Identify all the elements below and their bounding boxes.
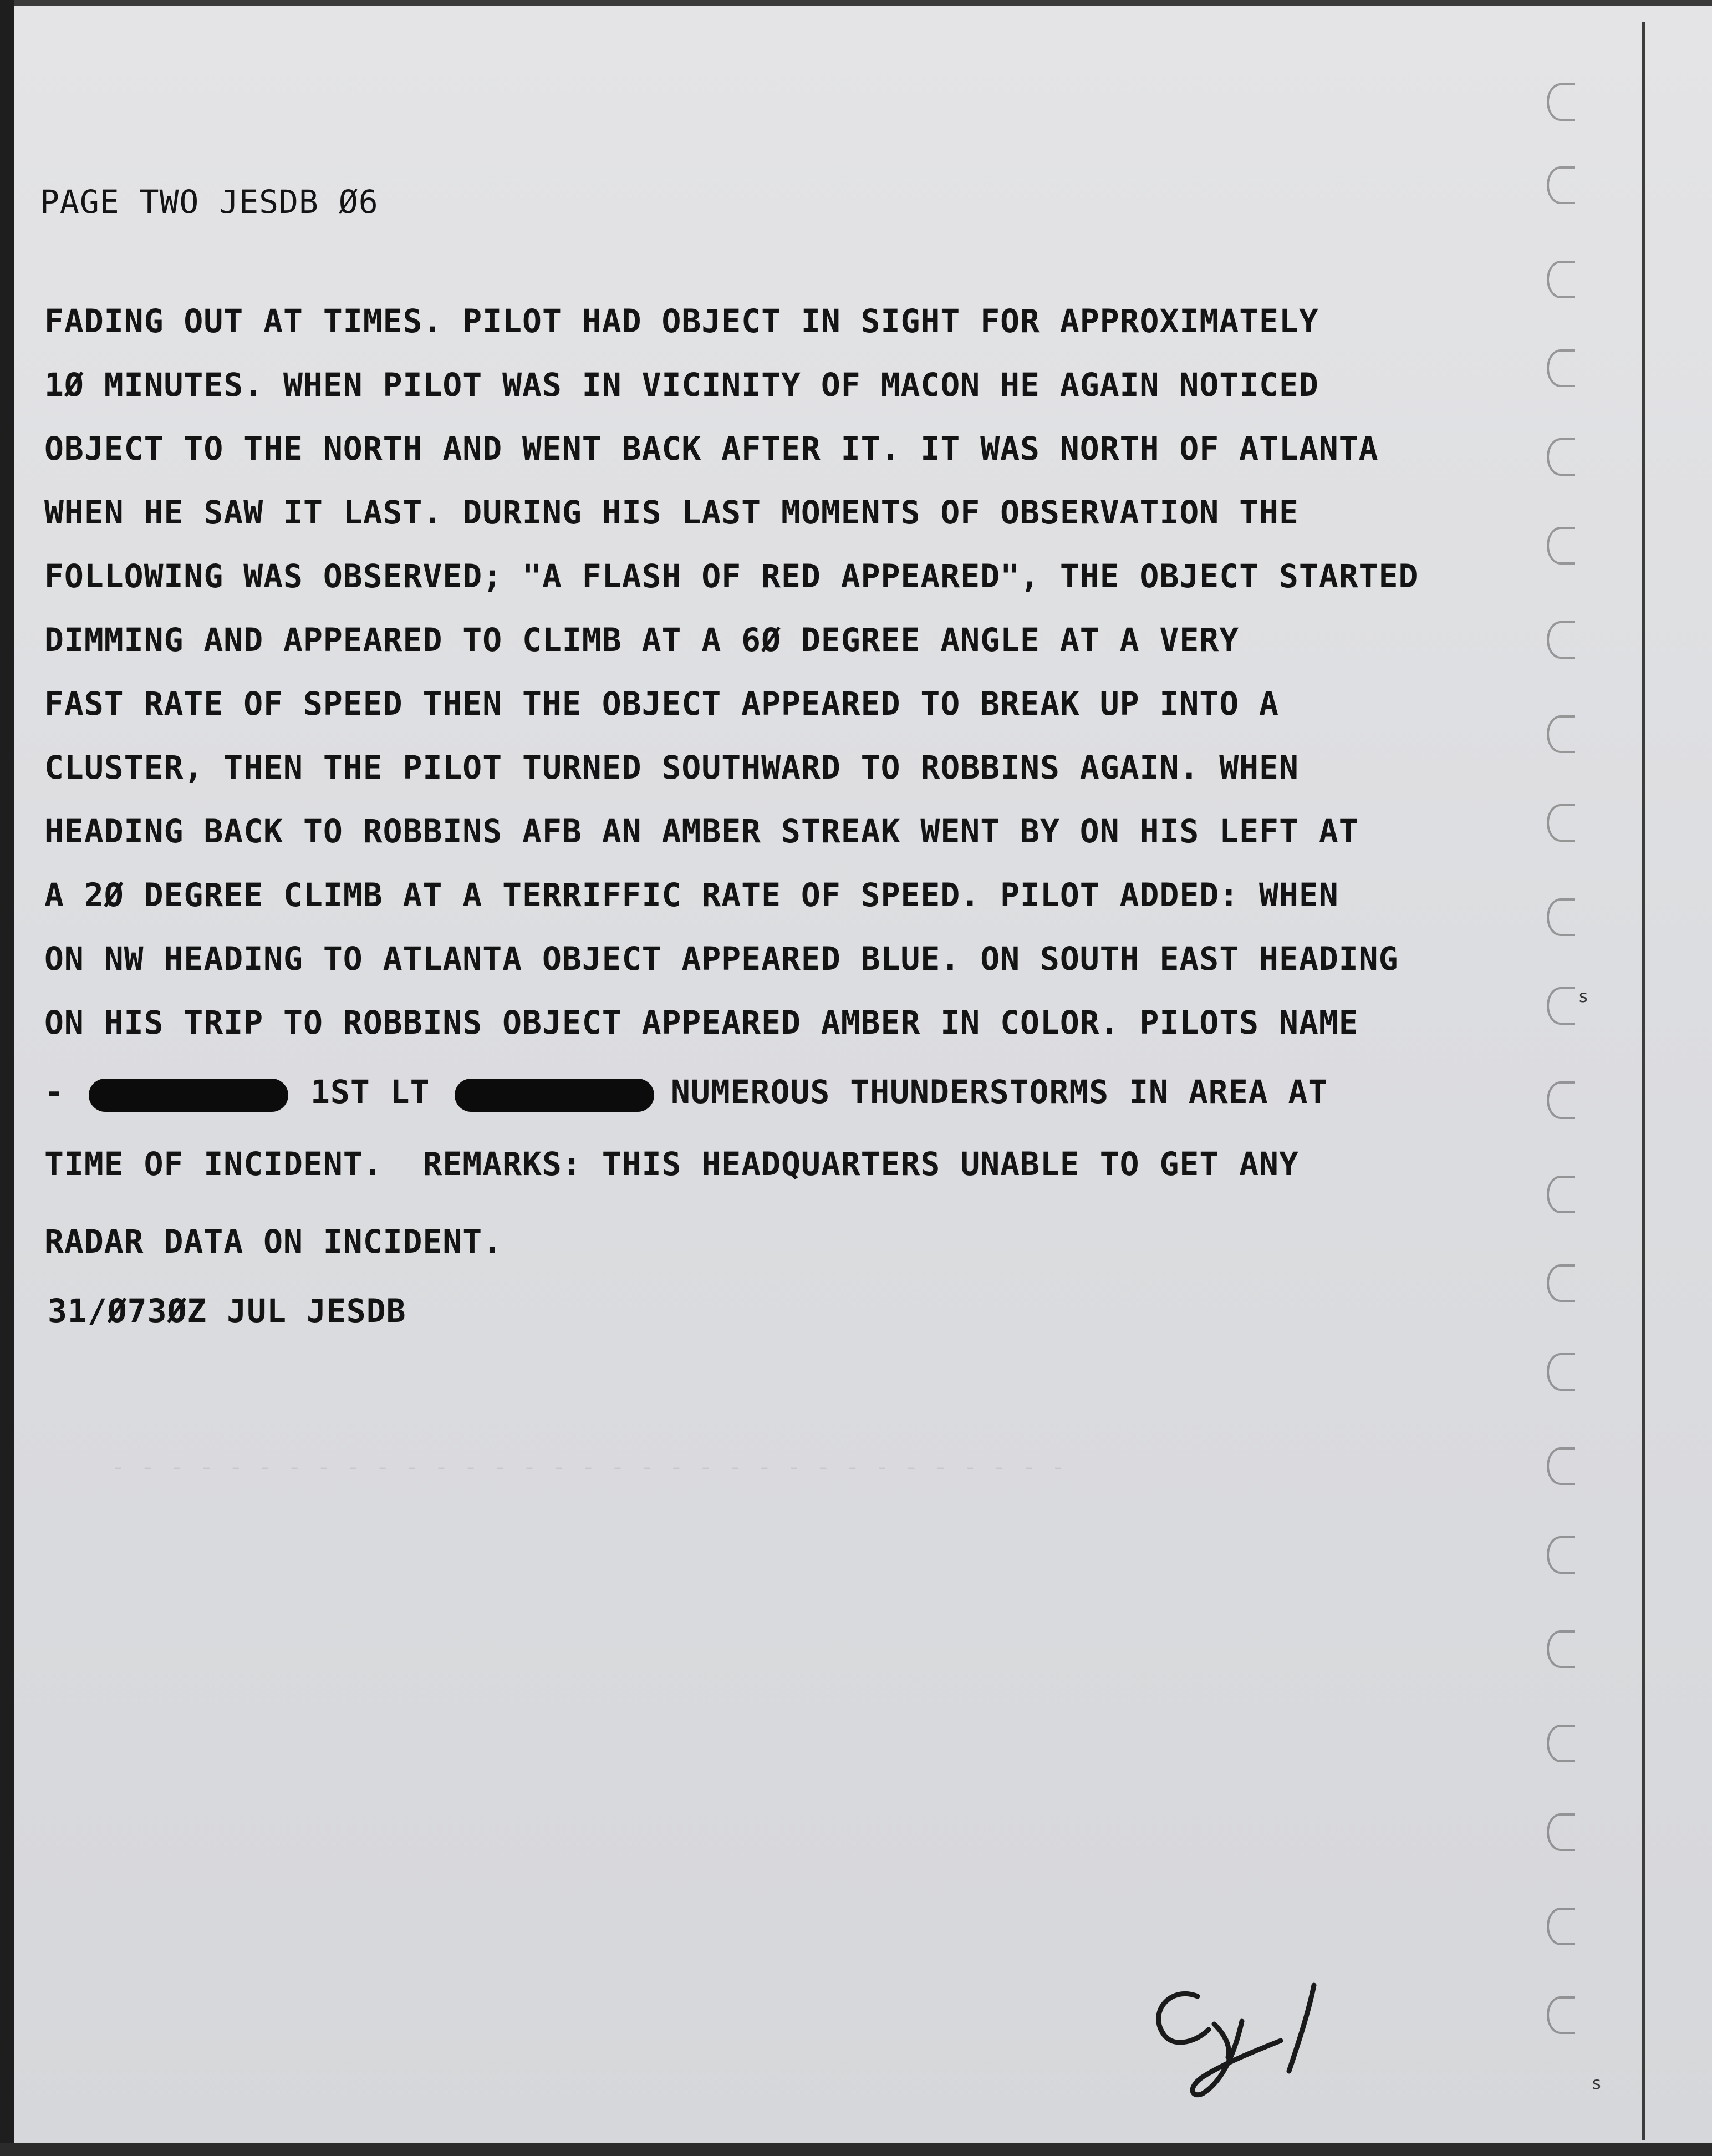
body-line: WHEN HE SAW IT LAST. DURING HIS LAST MOMENTS OF OBSERVATION THE bbox=[44, 494, 1299, 531]
feed-hole bbox=[1547, 1536, 1575, 1574]
feed-hole bbox=[1547, 1725, 1575, 1762]
feed-hole bbox=[1547, 438, 1575, 476]
feed-hole bbox=[1547, 1908, 1575, 1945]
body-line: FOLLOWING WAS OBSERVED; "A FLASH OF RED APPEARED", THE OBJECT STARTED bbox=[44, 557, 1419, 595]
teletype-feed-edge bbox=[1642, 22, 1645, 2140]
redacted-line-rank: 1ST LT bbox=[310, 1073, 430, 1111]
body-line: 1Ø MINUTES. WHEN PILOT WAS IN VICINITY OF MACON HE AGAIN NOTICED bbox=[44, 366, 1319, 404]
feed-hole bbox=[1547, 1176, 1575, 1213]
feed-hole bbox=[1547, 804, 1575, 842]
feed-hole bbox=[1547, 1447, 1575, 1485]
signature-scribble bbox=[1131, 1974, 1364, 2102]
body-line: ON NW HEADING TO ATLANTA OBJECT APPEARED BLUE. ON SOUTH EAST HEADING bbox=[44, 940, 1399, 978]
body-line: FAST RATE OF SPEED THEN THE OBJECT APPEARED TO BREAK UP INTO A bbox=[44, 685, 1279, 723]
redaction-bar bbox=[455, 1079, 654, 1112]
body-line: A 2Ø DEGREE CLIMB AT A TERRIFFIC RATE OF SPEED. PILOT ADDED: WHEN bbox=[44, 876, 1339, 914]
scan-border-top bbox=[0, 0, 1712, 6]
feed-hole bbox=[1547, 83, 1575, 121]
scan-border-left bbox=[0, 0, 14, 2156]
feed-hole bbox=[1547, 1630, 1575, 1668]
feed-hole bbox=[1547, 349, 1575, 387]
margin-mark: s bbox=[1579, 987, 1588, 1006]
body-line: OBJECT TO THE NORTH AND WENT BACK AFTER IT. IT WAS NORTH OF ATLANTA bbox=[44, 430, 1379, 467]
feed-hole bbox=[1547, 621, 1575, 659]
date-time-group: 31/Ø73ØZ JUL JESDB bbox=[48, 1292, 406, 1330]
tractor-feed-holes bbox=[1547, 0, 1641, 2156]
margin-mark: s bbox=[1592, 2074, 1601, 2093]
feed-hole bbox=[1547, 1996, 1575, 2034]
feed-hole bbox=[1547, 1353, 1575, 1391]
scan-border-bottom bbox=[0, 2143, 1712, 2156]
feed-hole bbox=[1547, 527, 1575, 565]
handwritten-signature bbox=[1131, 1974, 1364, 2102]
redacted-line-prefix: - bbox=[44, 1073, 64, 1111]
redacted-line-suffix: NUMEROUS THUNDERSTORMS IN AREA AT bbox=[671, 1073, 1328, 1111]
page-header: PAGE TWO JESDB Ø6 bbox=[40, 183, 379, 221]
redaction-bar bbox=[89, 1079, 288, 1112]
feed-hole bbox=[1547, 898, 1575, 936]
feed-hole bbox=[1547, 1813, 1575, 1851]
feed-hole bbox=[1547, 166, 1575, 204]
body-line: CLUSTER, THEN THE PILOT TURNED SOUTHWARD TO ROBBINS AGAIN. WHEN bbox=[44, 749, 1299, 786]
body-line: TIME OF INCIDENT. REMARKS: THIS HEADQUARTERS UNABLE TO GET ANY bbox=[44, 1145, 1299, 1183]
body-line: FADING OUT AT TIMES. PILOT HAD OBJECT IN SIGHT FOR APPROXIMATELY bbox=[44, 302, 1319, 340]
feed-hole bbox=[1547, 1264, 1575, 1302]
body-line: HEADING BACK TO ROBBINS AFB AN AMBER STREAK WENT BY ON HIS LEFT AT bbox=[44, 812, 1359, 850]
feed-hole bbox=[1547, 987, 1575, 1025]
body-line: RADAR DATA ON INCIDENT. bbox=[44, 1223, 503, 1260]
bleed-through-text: - - - - - - - - - - - - - - - - - - - - - - - - - - - - - - - - - bbox=[111, 1453, 1066, 1481]
feed-hole bbox=[1547, 715, 1575, 753]
feed-hole bbox=[1547, 261, 1575, 298]
body-line: DIMMING AND APPEARED TO CLIMB AT A 6Ø DEGREE ANGLE AT A VERY bbox=[44, 621, 1240, 659]
feed-hole bbox=[1547, 1081, 1575, 1119]
body-line: ON HIS TRIP TO ROBBINS OBJECT APPEARED AMBER IN COLOR. PILOTS NAME bbox=[44, 1004, 1359, 1041]
